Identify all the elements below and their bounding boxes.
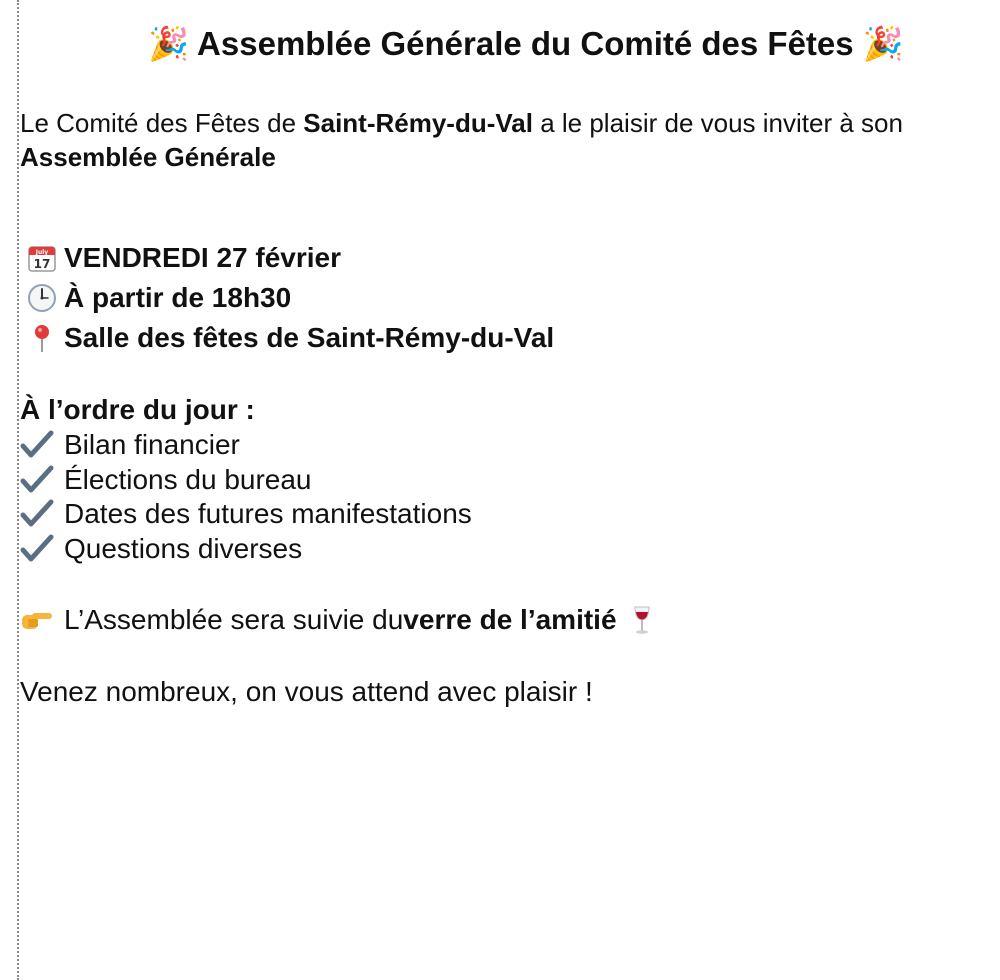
- svg-text:July: July: [35, 249, 49, 256]
- event-time-line: [20, 278, 554, 318]
- agenda-heading: À l’ordre du jour :: [20, 394, 255, 425]
- list-item: [20, 428, 472, 463]
- event-date-line: [20, 238, 554, 278]
- agenda-item-text: Bilan financier: [64, 429, 240, 460]
- intro-event: Assemblée Générale: [20, 142, 276, 172]
- check-mark-icon: [20, 534, 64, 564]
- event-location-line: [20, 318, 554, 358]
- page-title: [148, 22, 938, 66]
- list-item: [20, 532, 472, 567]
- agenda-item-text: Élections du bureau: [64, 463, 312, 495]
- wine-glass-icon: [625, 605, 659, 635]
- note-highlight: verre de l’amitié: [403, 604, 617, 635]
- page-margin-guide: [17, 0, 19, 980]
- event-time: À partir de 18h30: [64, 282, 292, 313]
- clock-icon: [20, 283, 64, 313]
- agenda-item-text: Questions diverses: [64, 532, 303, 564]
- reception-note: [20, 600, 659, 640]
- event-details: [20, 238, 554, 358]
- agenda-item-text: Dates des futures manifestations: [64, 498, 472, 529]
- list-item: [20, 463, 472, 498]
- agenda-list: [20, 428, 472, 566]
- event-date: VENDREDI 27 février: [64, 242, 342, 273]
- page-title-text: Assemblée Générale du Comité des Fêtes: [197, 25, 854, 62]
- note-text: L’Assemblée sera suivie du: [64, 604, 404, 635]
- intro-text-1: Le Comité des Fêtes de: [20, 108, 304, 138]
- party-popper-icon: 🎉: [862, 25, 904, 62]
- party-popper-icon: 🎉: [148, 25, 190, 62]
- map-pin-icon: [20, 322, 64, 354]
- pointing-hand-icon: [20, 607, 64, 633]
- intro-paragraph: [20, 106, 995, 174]
- closing-line: Venez nombreux, on vous attend avec plaisir !: [20, 676, 593, 707]
- intro-town: Saint-Rémy-du-Val: [303, 108, 533, 138]
- check-mark-icon: [20, 465, 64, 495]
- event-location: Salle des fêtes de Saint-Rémy-du-Val: [64, 322, 555, 353]
- list-item: [20, 497, 472, 532]
- intro-text-2: a le plaisir de vous inviter à son: [532, 108, 903, 138]
- calendar-icon: [20, 243, 64, 273]
- svg-text:17: 17: [33, 257, 51, 271]
- check-mark-icon: [20, 499, 64, 529]
- check-mark-icon: [20, 430, 64, 460]
